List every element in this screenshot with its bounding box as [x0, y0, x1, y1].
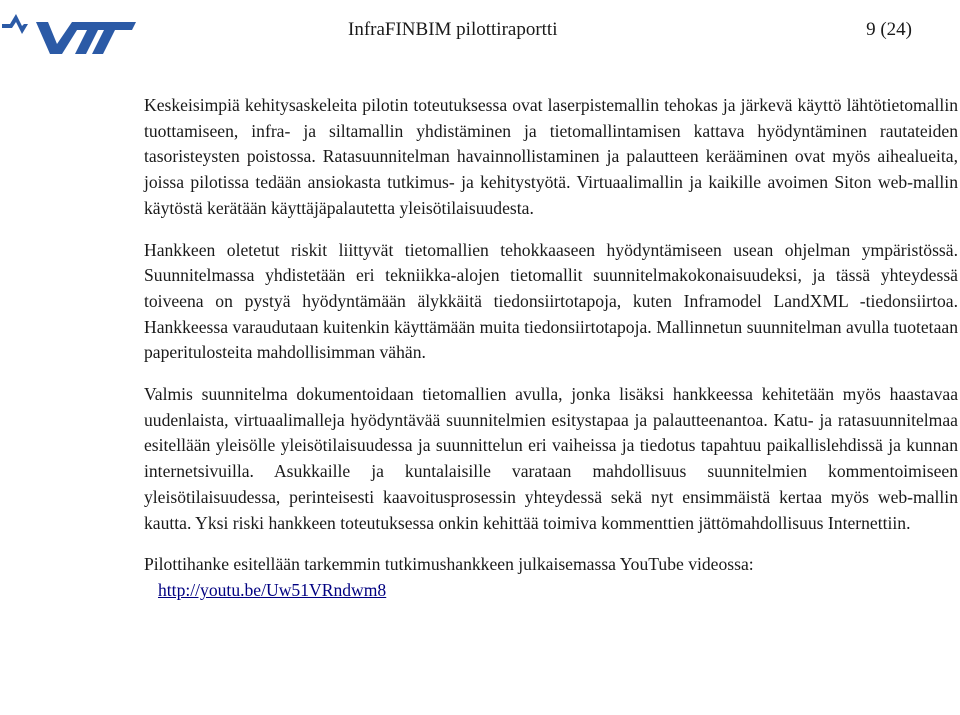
vtt-logo-icon [2, 4, 142, 54]
document-title: InfraFINBIM pilottiraportti [348, 19, 558, 40]
paragraph: Valmis suunnitelma dokumentoidaan tietomallien avulla, jonka lisäksi hankkeessa kehitetään myös haastavaa uudenlaista, virtuaalimalleja hyödyntävää suunnitelmien esitystapaa ja palautteenantoa. Katu- ja ratasuunnitelmaa esitellään yleisölle yleisötilaisuudessa ja suunnittelun eri vaiheissa ja tiedotus tapahtuu paikallislehdissä ja kunnan internetsivuilla. Asukkaille ja kuntalaisille varataan mahdollisuus suunnitelmien kommentoimiseen yleisötilaisuudessa, perinteisesti kaavoitusprosessin yhteydessä sekä nyt ensimmäistä kertaa myös web-mallin kautta. Yksi riski hankkeen toteutuksessa onkin kehittää toimiva kommenttien jättömahdollisuus Internettiin. [144, 384, 958, 533]
paragraph: Keskeisimpiä kehitysaskeleita pilotin toteutuksessa ovat laserpistemallin tehokas ja järkevä käyttö lähtötietomallin tuottamiseen, infra- ja siltamallin yhdistäminen ja tietomallintamisen kattava hyödyntäminen rautateiden tasoristeysten poistossa. Ratasuunnitelman havainnollistaminen ja palautteen kerääminen ovat myös aihealueita, joissa pilotissa tedään ansiokasta tutkimus- ja kehitystyötä. Virtuaalimallin ja kaikille avoimen Siton web-mallin käytöstä kerätään käyttäjäpalautetta yleisötilaisuudesta. [144, 95, 958, 218]
report-body [144, 93, 958, 604]
vtt-logo [2, 4, 142, 54]
page-header [0, 0, 960, 70]
page-number: 9 (24) [866, 19, 912, 40]
paragraph: Hankkeen oletetut riskit liittyvät tietomallien tehokkaaseen hyödyntämiseen usean ohjelman ympäristössä. Suunnitelmassa yhdistetään eri tekniikka-alojen tietomallit suunnitelmakokonaisuudeksi, ja tässä yhteydessä toiveena on pystyä hyödyntämään älykkäitä tiedonsiirtotapoja, kuten Inframodel LandXML -tiedonsiirtoa. Hankkeessa varaudutaan kuitenkin käyttämään muita tiedonsiirtotapoja. Mallinnetun suunnitelman avulla tuotetaan paperitulosteita mahdollisimman vähän. [144, 239, 958, 363]
video-intro-text: Pilottihanke esitellään tarkemmin tutkimushankkeen julkaisemassa YouTube videossa: [144, 554, 754, 575]
youtube-video-link[interactable]: http://youtu.be/Uw51VRndwm8 [158, 579, 387, 600]
